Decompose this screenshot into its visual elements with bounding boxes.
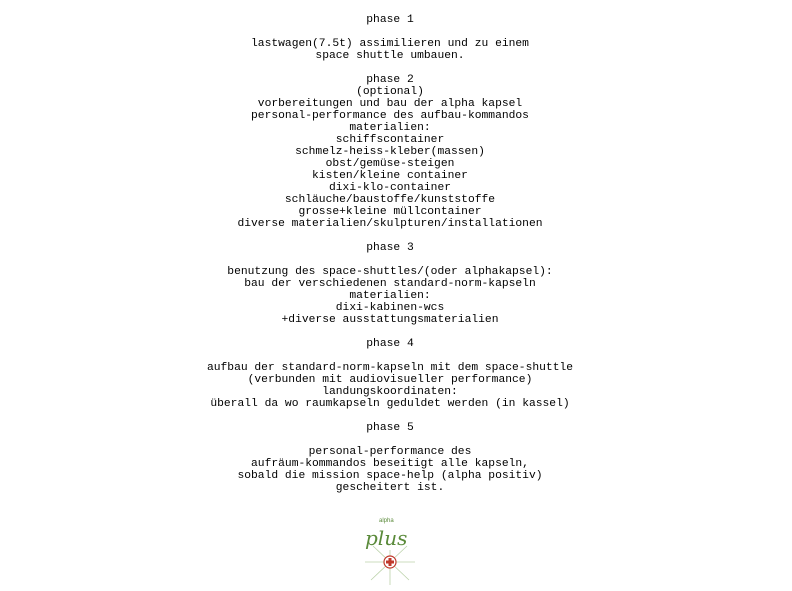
spacer [0,326,780,338]
phase-2-line: schmelz-heiss-kleber(massen) [295,146,485,158]
phase-2-line: diverse materialien/skulpturen/installationen [237,218,543,230]
spacer [0,434,780,446]
phase-2-line: kisten/kleine container [312,170,468,182]
phase-2-line: dixi-klo-container [328,182,452,194]
phase-3-line: +diverse ausstattungsmaterialien [281,314,499,326]
phase-4-heading: phase 4 [366,338,414,350]
phase-2-line: schiffscontainer [335,134,445,146]
logo-main-text: plus [365,526,408,550]
phase-2-line: materialien: [349,122,431,134]
phase-2-line: personal-performance des aufbau-kommandos [251,110,529,122]
spacer [0,254,780,266]
spacer [0,410,780,422]
phase-3-line: dixi-kabinen-wcs [335,302,445,314]
logo-small-text: alpha [379,518,394,524]
phase-5-heading: phase 5 [366,422,414,434]
phase-3-line: bau der verschiedenen standard-norm-kapseln [244,278,536,290]
phase-5-line: sobald die mission space-help (alpha positiv) [237,470,543,482]
phase-1-heading: phase 1 [366,14,414,26]
phase-5-line: gescheitert ist. [335,482,445,494]
phase-4-line: überall da wo raumkapseln geduldet werden (in kassel) [210,398,570,410]
spacer [0,350,780,362]
spacer [0,62,780,74]
phase-2-line: schläuche/baustoffe/kunststoffe [284,194,496,206]
phase-2-line: (optional) [356,86,424,98]
spacer [0,230,780,242]
phase-2-line: vorbereitungen und bau der alpha kapsel [257,98,523,110]
phase-2-line: obst/gemüse-steigen [325,158,455,170]
phase-1-line: lastwagen(7.5t) assimilieren und zu einem [251,38,529,50]
spacer [0,26,780,38]
phase-4-line: aufbau der standard-norm-kapseln mit dem space-shuttle [206,362,574,374]
phase-2-heading: phase 2 [366,74,414,86]
phase-5-line: aufräum-kommandos beseitigt alle kapseln, [251,458,529,470]
phase-3-heading: phase 3 [366,242,414,254]
phase-3-line: benutzung des space-shuttles/(oder alphakapsel): [227,266,553,278]
document-body [0,14,780,494]
phase-4-line: (verbunden mit audiovisueller performance) [247,374,533,386]
phase-4-line: landungskoordinaten: [322,386,458,398]
phase-5-line: personal-performance des [308,446,472,458]
alpha-plus-logo [357,510,423,586]
phase-2-line: grosse+kleine müllcontainer [298,206,482,218]
phase-1-line: space shuttle umbauen. [315,50,465,62]
phase-3-line: materialien: [349,290,431,302]
